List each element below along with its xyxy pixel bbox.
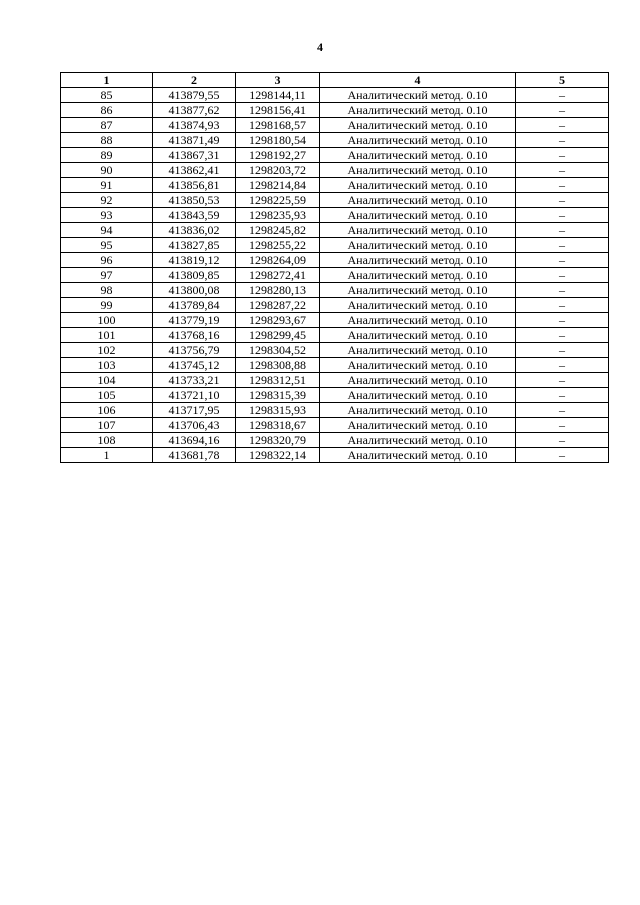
table-row bbox=[61, 178, 609, 193]
point-number-cell: 102 bbox=[61, 343, 153, 358]
table-row bbox=[61, 208, 609, 223]
table-row bbox=[61, 103, 609, 118]
y-coordinate-cell: 1298322,14 bbox=[236, 448, 320, 463]
method-cell: Аналитический метод. 0.10 bbox=[320, 448, 516, 463]
method-cell: Аналитический метод. 0.10 bbox=[320, 433, 516, 448]
y-coordinate-cell: 1298255,22 bbox=[236, 238, 320, 253]
method-cell: Аналитический метод. 0.10 bbox=[320, 268, 516, 283]
description-cell: – bbox=[516, 103, 609, 118]
table-row bbox=[61, 253, 609, 268]
point-number-cell: 92 bbox=[61, 193, 153, 208]
x-coordinate-cell: 413681,78 bbox=[153, 448, 236, 463]
x-coordinate-cell: 413879,55 bbox=[153, 88, 236, 103]
method-cell: Аналитический метод. 0.10 bbox=[320, 298, 516, 313]
table-body bbox=[61, 88, 609, 463]
description-cell: – bbox=[516, 208, 609, 223]
point-number-cell: 101 bbox=[61, 328, 153, 343]
table-row bbox=[61, 268, 609, 283]
y-coordinate-cell: 1298320,79 bbox=[236, 433, 320, 448]
table-row bbox=[61, 238, 609, 253]
column-header-3: 3 bbox=[236, 73, 320, 88]
description-cell: – bbox=[516, 418, 609, 433]
y-coordinate-cell: 1298264,09 bbox=[236, 253, 320, 268]
description-cell: – bbox=[516, 223, 609, 238]
y-coordinate-cell: 1298304,52 bbox=[236, 343, 320, 358]
method-cell: Аналитический метод. 0.10 bbox=[320, 313, 516, 328]
table-row bbox=[61, 88, 609, 103]
x-coordinate-cell: 413843,59 bbox=[153, 208, 236, 223]
description-cell: – bbox=[516, 358, 609, 373]
method-cell: Аналитический метод. 0.10 bbox=[320, 388, 516, 403]
point-number-cell: 106 bbox=[61, 403, 153, 418]
table-row bbox=[61, 373, 609, 388]
method-cell: Аналитический метод. 0.10 bbox=[320, 193, 516, 208]
method-cell: Аналитический метод. 0.10 bbox=[320, 223, 516, 238]
method-cell: Аналитический метод. 0.10 bbox=[320, 358, 516, 373]
y-coordinate-cell: 1298280,13 bbox=[236, 283, 320, 298]
x-coordinate-cell: 413871,49 bbox=[153, 133, 236, 148]
point-number-cell: 1 bbox=[61, 448, 153, 463]
y-coordinate-cell: 1298315,93 bbox=[236, 403, 320, 418]
description-cell: – bbox=[516, 253, 609, 268]
method-cell: Аналитический метод. 0.10 bbox=[320, 133, 516, 148]
y-coordinate-cell: 1298272,41 bbox=[236, 268, 320, 283]
point-number-cell: 104 bbox=[61, 373, 153, 388]
table-row bbox=[61, 223, 609, 238]
method-cell: Аналитический метод. 0.10 bbox=[320, 163, 516, 178]
x-coordinate-cell: 413721,10 bbox=[153, 388, 236, 403]
point-number-cell: 107 bbox=[61, 418, 153, 433]
method-cell: Аналитический метод. 0.10 bbox=[320, 118, 516, 133]
table-row bbox=[61, 163, 609, 178]
column-header-5: 5 bbox=[516, 73, 609, 88]
y-coordinate-cell: 1298203,72 bbox=[236, 163, 320, 178]
table-row bbox=[61, 343, 609, 358]
column-header-2: 2 bbox=[153, 73, 236, 88]
x-coordinate-cell: 413836,02 bbox=[153, 223, 236, 238]
description-cell: – bbox=[516, 313, 609, 328]
description-cell: – bbox=[516, 433, 609, 448]
y-coordinate-cell: 1298287,22 bbox=[236, 298, 320, 313]
description-cell: – bbox=[516, 388, 609, 403]
y-coordinate-cell: 1298315,39 bbox=[236, 388, 320, 403]
page-number: 4 bbox=[317, 40, 323, 54]
x-coordinate-cell: 413867,31 bbox=[153, 148, 236, 163]
description-cell: – bbox=[516, 88, 609, 103]
description-cell: – bbox=[516, 163, 609, 178]
description-cell: – bbox=[516, 448, 609, 463]
table-row bbox=[61, 448, 609, 463]
x-coordinate-cell: 413694,16 bbox=[153, 433, 236, 448]
x-coordinate-cell: 413800,08 bbox=[153, 283, 236, 298]
x-coordinate-cell: 413827,85 bbox=[153, 238, 236, 253]
x-coordinate-cell: 413856,81 bbox=[153, 178, 236, 193]
method-cell: Аналитический метод. 0.10 bbox=[320, 253, 516, 268]
y-coordinate-cell: 1298225,59 bbox=[236, 193, 320, 208]
description-cell: – bbox=[516, 403, 609, 418]
method-cell: Аналитический метод. 0.10 bbox=[320, 238, 516, 253]
point-number-cell: 103 bbox=[61, 358, 153, 373]
x-coordinate-cell: 413877,62 bbox=[153, 103, 236, 118]
x-coordinate-cell: 413768,16 bbox=[153, 328, 236, 343]
method-cell: Аналитический метод. 0.10 bbox=[320, 343, 516, 358]
method-cell: Аналитический метод. 0.10 bbox=[320, 88, 516, 103]
description-cell: – bbox=[516, 283, 609, 298]
table-row bbox=[61, 133, 609, 148]
point-number-cell: 95 bbox=[61, 238, 153, 253]
y-coordinate-cell: 1298312,51 bbox=[236, 373, 320, 388]
y-coordinate-cell: 1298235,93 bbox=[236, 208, 320, 223]
table-row bbox=[61, 148, 609, 163]
point-number-cell: 98 bbox=[61, 283, 153, 298]
table-row bbox=[61, 193, 609, 208]
y-coordinate-cell: 1298318,67 bbox=[236, 418, 320, 433]
table-row bbox=[61, 388, 609, 403]
point-number-cell: 105 bbox=[61, 388, 153, 403]
description-cell: – bbox=[516, 298, 609, 313]
method-cell: Аналитический метод. 0.10 bbox=[320, 103, 516, 118]
point-number-cell: 89 bbox=[61, 148, 153, 163]
point-number-cell: 108 bbox=[61, 433, 153, 448]
method-cell: Аналитический метод. 0.10 bbox=[320, 148, 516, 163]
description-cell: – bbox=[516, 118, 609, 133]
x-coordinate-cell: 413862,41 bbox=[153, 163, 236, 178]
description-cell: – bbox=[516, 268, 609, 283]
y-coordinate-cell: 1298168,57 bbox=[236, 118, 320, 133]
description-cell: – bbox=[516, 373, 609, 388]
x-coordinate-cell: 413809,85 bbox=[153, 268, 236, 283]
description-cell: – bbox=[516, 148, 609, 163]
point-number-cell: 91 bbox=[61, 178, 153, 193]
x-coordinate-cell: 413733,21 bbox=[153, 373, 236, 388]
coordinates-table bbox=[60, 72, 609, 463]
description-cell: – bbox=[516, 178, 609, 193]
x-coordinate-cell: 413745,12 bbox=[153, 358, 236, 373]
table-row bbox=[61, 433, 609, 448]
description-cell: – bbox=[516, 238, 609, 253]
x-coordinate-cell: 413819,12 bbox=[153, 253, 236, 268]
method-cell: Аналитический метод. 0.10 bbox=[320, 178, 516, 193]
table-row bbox=[61, 358, 609, 373]
column-header-4: 4 bbox=[320, 73, 516, 88]
x-coordinate-cell: 413850,53 bbox=[153, 193, 236, 208]
x-coordinate-cell: 413706,43 bbox=[153, 418, 236, 433]
point-number-cell: 97 bbox=[61, 268, 153, 283]
description-cell: – bbox=[516, 133, 609, 148]
y-coordinate-cell: 1298293,67 bbox=[236, 313, 320, 328]
point-number-cell: 93 bbox=[61, 208, 153, 223]
point-number-cell: 99 bbox=[61, 298, 153, 313]
x-coordinate-cell: 413789,84 bbox=[153, 298, 236, 313]
x-coordinate-cell: 413779,19 bbox=[153, 313, 236, 328]
method-cell: Аналитический метод. 0.10 bbox=[320, 373, 516, 388]
x-coordinate-cell: 413756,79 bbox=[153, 343, 236, 358]
point-number-cell: 87 bbox=[61, 118, 153, 133]
point-number-cell: 96 bbox=[61, 253, 153, 268]
table-row bbox=[61, 313, 609, 328]
point-number-cell: 90 bbox=[61, 163, 153, 178]
method-cell: Аналитический метод. 0.10 bbox=[320, 328, 516, 343]
y-coordinate-cell: 1298308,88 bbox=[236, 358, 320, 373]
y-coordinate-cell: 1298299,45 bbox=[236, 328, 320, 343]
table-row bbox=[61, 328, 609, 343]
point-number-cell: 94 bbox=[61, 223, 153, 238]
point-number-cell: 100 bbox=[61, 313, 153, 328]
method-cell: Аналитический метод. 0.10 bbox=[320, 403, 516, 418]
table-row bbox=[61, 118, 609, 133]
method-cell: Аналитический метод. 0.10 bbox=[320, 418, 516, 433]
column-header-1: 1 bbox=[61, 73, 153, 88]
method-cell: Аналитический метод. 0.10 bbox=[320, 283, 516, 298]
point-number-cell: 88 bbox=[61, 133, 153, 148]
table-row bbox=[61, 418, 609, 433]
x-coordinate-cell: 413874,93 bbox=[153, 118, 236, 133]
description-cell: – bbox=[516, 328, 609, 343]
table-row bbox=[61, 283, 609, 298]
x-coordinate-cell: 413717,95 bbox=[153, 403, 236, 418]
table-row bbox=[61, 298, 609, 313]
point-number-cell: 85 bbox=[61, 88, 153, 103]
method-cell: Аналитический метод. 0.10 bbox=[320, 208, 516, 223]
table-header-row bbox=[61, 73, 609, 88]
description-cell: – bbox=[516, 193, 609, 208]
y-coordinate-cell: 1298144,11 bbox=[236, 88, 320, 103]
point-number-cell: 86 bbox=[61, 103, 153, 118]
y-coordinate-cell: 1298214,84 bbox=[236, 178, 320, 193]
y-coordinate-cell: 1298156,41 bbox=[236, 103, 320, 118]
y-coordinate-cell: 1298180,54 bbox=[236, 133, 320, 148]
table-row bbox=[61, 403, 609, 418]
y-coordinate-cell: 1298245,82 bbox=[236, 223, 320, 238]
description-cell: – bbox=[516, 343, 609, 358]
y-coordinate-cell: 1298192,27 bbox=[236, 148, 320, 163]
